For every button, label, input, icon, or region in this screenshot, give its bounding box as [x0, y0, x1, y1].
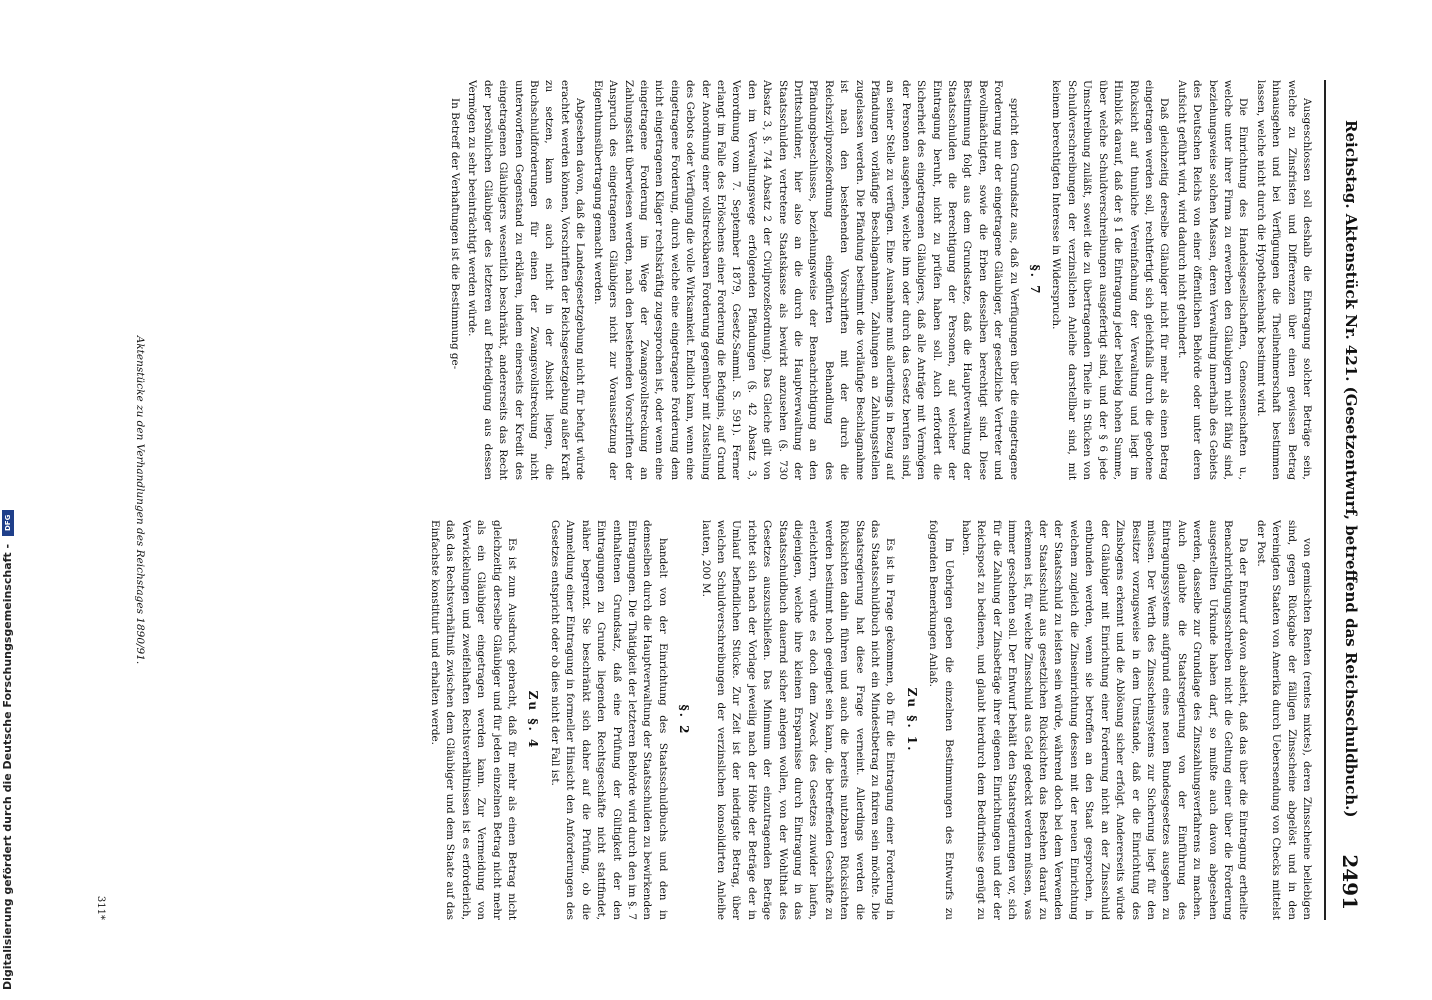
- paragraph: In Betreff der Verhaftungen ist die Bestimmung ge-: [449, 98, 462, 370]
- paragraph: Daß gleichzeitig derselbe Gläubiger nicht für mehr als einen Betrag eingetragen werden soll, rechtfertigt sich gleichfalls durch die gebotene Rücksicht auf thunliche Vereinfachung der Verwaltung und liegt im Hinblick darauf, daß der § 1 die Eintragung jeder beliebig hohen Summe, über welche Schuldverschreibungen ausgefertigt sind, und der § 6 jede Umschreibung zuläßt, soweit die zu übertragenden Theile in Stücken von Schuldverschreibungen der verzinslichen Anleihe darstellbar sind, mit keinem berechtigten Interesse in Widerspruch.: [1050, 80, 1171, 480]
- paragraph: von gemischten Renten (rentes mixtes), deren Zinsscheine beliebigen sind, gegen Rückgabe der fälligen Zinsscheine abgelöst und in den Vereinigten Staaten von Amerika durch Uebersendung von Checks mittelst der Post.: [1254, 520, 1313, 920]
- paragraph: Abgesehen davon, daß die Landesgesetzgebung nicht für befugt würde erachtet werden können, Vorschriften der Reichsgesetzgebung außer Kraft zu setzen, kann es auch nicht in der Absicht liegen, die Buchschuldforderungen für einen der Zwangsvollstreckung nicht unterworfenen Gegenstand zu erklären, indem einerseits der Kredit des eingetragenen Gläubigers wesentlich beschränkt, andererseits das Recht der persönlichen Gläubiger des letzteren auf Befriedigung aus dessen Vermögen zu sehr beeinträchtigt werden würde.: [466, 80, 587, 480]
- footer-note: Aktenstücke zu den Verhandlungen des Reichstages 1890/91.: [134, 335, 146, 665]
- left-column: [174, 80, 1314, 480]
- header-rule: [1324, 80, 1326, 920]
- rotated-scanned-page: [26, 20, 1406, 980]
- right-column: [174, 520, 1314, 920]
- signature-mark: 311*: [95, 895, 106, 920]
- paragraph: Ausgeschlossen soll deshalb die Eintragung solcher Beträge sein, welche zu Zinsfristen und Differenzen über einen gewissen Betrag hinausgehen und bei Verfügungen die Theilnehmerschaft bestimmen lassen, welche nicht durch die Hypothekenbank bestimmt wird.: [1254, 80, 1313, 480]
- page-header: [1328, 80, 1368, 920]
- paragraph: Im Uebrigen geben die einzelnen Bestimmungen des Entwurfs zu folgenden Bemerkungen Anlaß.: [927, 520, 955, 920]
- digitization-stamp: [1, 514, 15, 990]
- paragraph: Es ist in Frage gekommen, ob für die Eintragung einer Forderung in das Staatsschuldbuch nicht ein Mindestbetrag zu fixiren sein möchte. Die Staatsregierung hat diese Frage verneint. Allerdings werden die Rücksichten dahin führen und auch die bereits nutzbaren Rücksichten werden bestimmt noch geeignet sein kann, die betreffenden Geschäfte zu erleichtern, würde es doch dem Zweck des Gesetzes zuwider laufen, diejenigen, welche ihre kleinen Ersparnisse durch Eintragung in das Staatsschuldbuch dauernd sicher anlegen wollen, von der Wohlthat des Gesetzes auszuschließen. Das Minimum der einzutragenden Beträge richtet sich nach der Vorlage jeweilig nach der Höhe der Beträge der in Umlauf befindlichen Stücke. Zur Zeit ist der niedrigste Betrag, über welchen Schuldverschreibungen der verzinslichen konsolidirten Anleihe lauten, 200 M.: [699, 520, 897, 920]
- paragraph: spricht den Grundsatz aus, daß zu Verfügungen über die eingetragene Forderung nur der eingetragene Gläubiger, der gesetzliche Vertreter und Bevollmächtigten, sowie die Erben desselben berechtigt sind. Diese Bestimmung folgt aus dem Grundsatze, daß die Hauptverwaltung der Staatsschulden die Berechtigung der Personen, auf welcher der Eintragung beruht, nicht zu prüfen haben soll. Auch erfordert die Sicherheit des eingetragenen Gläubigers, daß alle Anträge mit Vermögen der Personen ausgehen, welche ihm oder durch das Gesetz berufen sind, an seiner Stelle zu verfügen. Eine Ausnahme muß allerdings in Bezug auf Pfändungen vorläufige Beschlagnahmen, Zahlungen an Zahlungsstellen zugelassen werden. Die Pfändung bestimmt die vorläufige Beschlagnahme ist nach den bestehenden Vorschriften mit der durch die Reichszivilprozeßordnung eingeführten Behandlung des Pfändungsbeschlusses, beziehungsweise der Benachrichtigung an den Drittschuldner, hier also an die durch die Hauptverwaltung der Staatsschulden vertretene Staatskasse als bewirkt anzusehen (§. 730 Absatz 3, §. 744 Absatz 2 der Civilprozeßordnung). Das Gleiche gilt von den im Verwaltungswege erfolgenden Pfändungen (§. 42 Absatz 3, Verordnung vom 7. September 1879, Gesetz-Samml. S. 591). Ferner erlangt im Falle des Erlöschens einer Forderung die Befugnis, auf Grund der Anordnung einer vollstreckbaren Forderung gegenüber mit Zustellung des Gebots oder Verfügung die volle Wirksamkeit. Endlich kann, wenn eine eingetragene Forderung, durch welche eine eingetragene Forderung dem nicht eingetragenen Kläger rechtskräftig zugesprochen ist, oder wenn eine eingetragene Forderung im Wege der Zwangsvollstreckung an Zahlungsstatt überwiesen werden, nach den bestehenden Vorschriften der Anspruch des eingetragenen Gläubigers nicht zur Voraussetzung der Eigenthumsübertragung gemacht werden.: [591, 80, 1020, 480]
- section-heading: §. 2: [677, 704, 692, 736]
- section-heading: §. 7: [1028, 264, 1043, 296]
- paragraph: Die Einrichtung des Handelsgesellschaften, Genossenschaften u., welche unter ihrer Firma zu erwerben den Gläubigern nicht fähig sind, beziehungsweise solchen Massen, deren Verwaltung innerhalb des Gebiets des Deutschen Reichs von einer öffentlichen Behörde oder unter deren Aufsicht geführt wird, wird dadurch nicht gehindert.: [1175, 80, 1250, 480]
- paragraph: handelt von der Einrichtung des Staatsschuldbuchs und den in demselben durch die Hauptverwaltung der Staatsschulden zu bewirkenden Eintragungen. Die Thätigkeit der letzteren Behörde wird durch den im §. 7 enthaltenen Grundsatz, daß eine Prüfung der Gültigkeit der den Eintragungen zu Grunde liegenden Rechtsgeschäfte nicht stattfindet, näher begrenzt. Sie beschränkt sich daher auf die Prüfung, ob die Anmeldung einer Eintragung in formeller Hinsicht den Anforderungen des Gesetzes entspricht oder ob dies nicht der Fall ist.: [548, 520, 669, 920]
- stamp-text: Digitalisierung gefördert durch die Deutsche Forschungsgemeinschaft -: [1, 543, 14, 990]
- paragraph: Da der Entwurf davon absieht, daß das über die Eintragung ertheilte Benachrichtigungsschreiben nicht die Geltung einer über die Forderung ausgestellten Urkunde haben darf, so mußte auch davon abgesehen werden, dasselbe zur Grundlage des Zinszahlungsverfahrens zu machen. Auch glaubte die Staatsregierung von der Einführung des Eintragungssystems aufgrund eines neuen Bundesgesetzes ausgehen zu müssen. Der Werth des Zinsscheinsystems zur Sicherung liegt für den Besitzer vorzugsweise in dem Umstande, daß er die Einrichtung des Zinsbogens erkennt und die Ablösung sicher erfolgt. Andererseits würde der Gläubiger mit Einrichtung einer Forderung nicht an der Zinsschuld entbunden werden, wenn sie betroffen an den Staat gesprochen, in welchem zugleich die Zinseinrichtung dessen mit der neuen Einrichtung der Staatsschuld zu leisten sein würde, während doch bei dem Verwenden der Staatsschuld aus gesetzlichen Rücksichten das Bestehen darauf zu erkennen ist, für welche Zinsschuld aus Geld gedeckt werden müssen, was immer geschehen soll. Der Entwurf behält den Staatsregierungen vor, sich für die Zahlung der Zinsbeträge ihrer eigenen Einrichtungen und der der Reichspost zu bedienen, und glaubt hierdurch dem Bedürfnisse genügt zu haben.: [960, 520, 1250, 920]
- dfg-logo-icon: DFG: [2, 510, 14, 536]
- section-heading: Zu §. 4: [526, 690, 541, 750]
- paragraph: Es ist zum Ausdruck gebracht, daß für mehr als einen Betrag nicht gleichzeitig derselbe Gläubiger und für jeden einzelnen Betrag nicht mehr als ein Gläubiger eingetragen werden kann. Zur Vermeidung von Verwickelungen und zweifelhaften Rechtsverhältnissen ist es erforderlich, daß das Rechtsverhältniß zwischen dem Gläubiger und dem Staate auf das Einfachste konstituirt und erhalten werde.: [429, 520, 519, 920]
- section-heading: Zu §. 1.: [904, 687, 919, 753]
- header-title: Reichstag. Aktenstück Nr. 421. (Gesetzentwurf, betreffend das Reichsschuldbuch.): [1342, 120, 1360, 818]
- page-number: 2491: [1338, 854, 1362, 910]
